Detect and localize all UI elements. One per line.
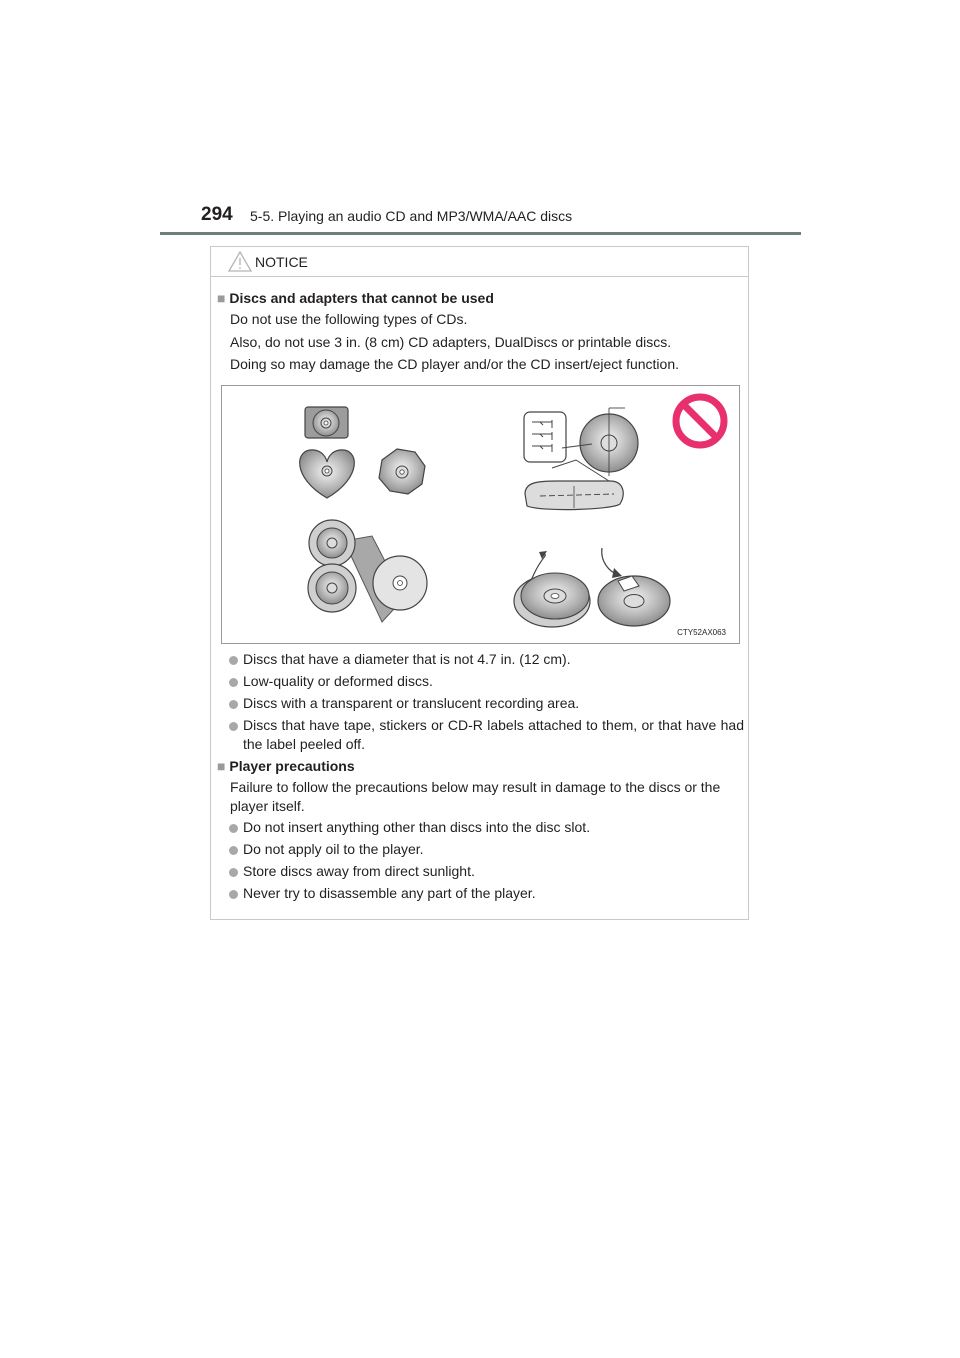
page-number: 294	[201, 204, 233, 225]
bullet-icon	[229, 722, 238, 731]
notice-box	[210, 246, 749, 920]
bullet-icon	[229, 824, 238, 833]
body-line: Also, do not use 3 in. (8 cm) CD adapters, DualDiscs or printable discs.	[230, 334, 672, 350]
list-item: Low-quality or deformed discs.	[243, 673, 433, 689]
peeling-label-disc-icon	[514, 551, 590, 627]
cd-adapter-icon	[308, 520, 427, 622]
list-item: Do not apply oil to the player.	[243, 841, 424, 857]
list-item: Discs that have a diameter that is not 4.7 in. (12 cm).	[243, 651, 571, 667]
small-disc-icon	[305, 407, 348, 438]
warning-icon	[228, 251, 252, 272]
section-title: 5-5. Playing an audio CD and MP3/WMA/AAC discs	[250, 208, 573, 224]
body-line: Do not use the following types of CDs.	[230, 311, 468, 327]
bullet-icon	[229, 656, 238, 665]
discs-svg	[222, 386, 739, 643]
bullet-icon	[229, 890, 238, 899]
body-line: Doing so may damage the CD player and/or the CD insert/eject function.	[230, 356, 680, 372]
body-paragraph: Failure to follow the precautions below may result in damage to the discs or the player itself.	[230, 779, 721, 814]
heading-text: Player precautions	[229, 758, 355, 774]
notice-title: NOTICE	[255, 254, 308, 270]
bullet-icon	[229, 678, 238, 687]
polygon-disc-icon	[379, 449, 425, 494]
list-item: Store discs away from direct sunlight.	[243, 863, 475, 879]
section-heading-discs	[217, 289, 494, 308]
prohibited-icon	[676, 397, 724, 445]
list-item: Do not insert anything other than discs into the disc slot.	[243, 819, 591, 835]
heart-disc-icon	[300, 450, 355, 498]
list-item: Never try to disassemble any part of the player.	[243, 885, 536, 901]
bullet-icon	[229, 846, 238, 855]
sticker-disc-icon	[598, 548, 670, 626]
square-bullet-icon: ■	[217, 758, 226, 774]
square-bullet-icon: ■	[217, 290, 226, 306]
figure-code: CTY52AX063	[677, 628, 726, 637]
bullet-icon	[229, 700, 238, 709]
section-heading-player	[217, 757, 355, 776]
list-item: Discs with a transparent or translucent recording area.	[243, 695, 580, 711]
notice-header	[211, 247, 748, 277]
heading-text: Discs and adapters that cannot be used	[229, 290, 494, 306]
bullet-icon	[229, 868, 238, 877]
list-item: Discs that have tape, stickers or CD-R labels attached to them, or that have had the label peeled off.	[243, 717, 744, 752]
translucent-disc-icon	[524, 408, 638, 510]
unusable-discs-illustration	[221, 385, 740, 644]
header-rule	[160, 232, 801, 235]
